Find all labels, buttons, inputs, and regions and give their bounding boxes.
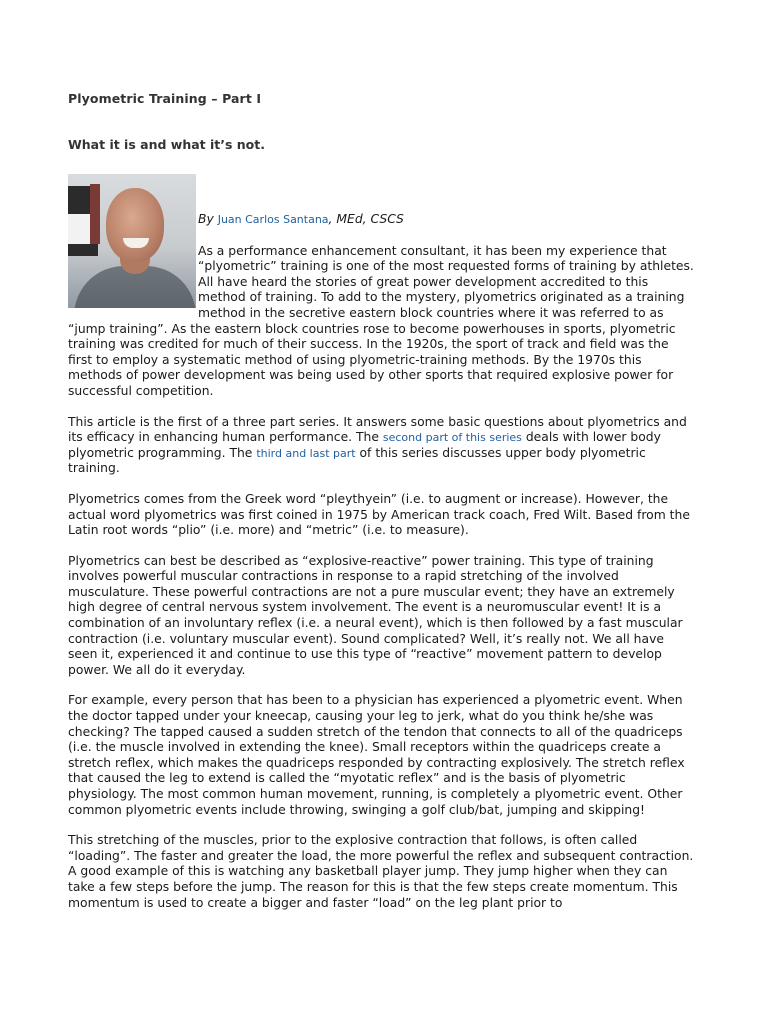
article-body bbox=[68, 174, 694, 926]
paragraph-5: For example, every person that has been to a physician has experienced a plyometric event. When the doctor tapped under your kneecap, causing your leg to jerk, what do you think he/she was checking? The tapped caused a sudden stretch of the tendon that connects to all of the quadriceps (i.e. the muscle involved in extending the knee). Small receptors within the quadriceps create a stretch reflex, which makes the quadriceps responded by contracting explosively. The stretch reflex that caused the leg to extend is called the “myotatic reflex” and is the basis of plyometric physiology. The most common human movement, running, is completely a plyometric event. Other common plyometric events include throwing, swinging a golf club/bat, jumping and skipping! bbox=[68, 693, 685, 817]
second-part-link[interactable]: second part of this series bbox=[382, 431, 522, 445]
paragraph-3: Plyometrics comes from the Greek word “pleythyein” (i.e. to augment or increase). However, the actual word plyometrics was first coined in 1975 by American track coach, Fred Wilt. Based from the Latin root words “plio” (i.e. more) and “metric” (i.e. to measure). bbox=[68, 491, 690, 538]
third-part-link[interactable]: third and last part bbox=[256, 446, 356, 460]
paragraph-2-text-c: of this series discusses upper body plyometric training. bbox=[68, 445, 646, 476]
article-subtitle: What it is and what it’s not. bbox=[68, 137, 265, 152]
paragraph-2 bbox=[68, 415, 694, 477]
article-title: Plyometric Training – Part I bbox=[68, 91, 262, 106]
author-photo bbox=[68, 174, 196, 308]
paragraph-1: As a performance enhancement consultant, it has been my experience that “plyometric” training is one of the most requested forms of training by athletes. All have heard the stories of great power development accredited to this method of training. To add to the mystery, plyometrics originated as a training method in the secretive eastern block countries where it was referred to as “jump training”. As the eastern block countries rose to become powerhouses in sports, plyometric training was credited for much of their success. In the 1920s, the sport of track and field was the first to employ a systematic method of using plyometric-training methods. By the 1970s this methods of power development was being used by other sports that required explosive power for successful competition. bbox=[68, 243, 694, 398]
paragraph-2-text-a: This article is the first of a three part series. It answers some basic questions about plyometrics and its efficacy in enhancing human performance. The bbox=[68, 414, 687, 445]
byline-prefix: By bbox=[198, 212, 218, 226]
paragraph-4: Plyometrics can best be described as “explosive-reactive” power training. This type of training involves powerful muscular contractions in response to a rapid stretching of the involved musculature. These powerful contractions are not a pure muscular event; they have an extremely high degree of central nervous system involvement. The event is a neuromuscular event! It is a combination of an involuntary reflex (i.e. a neural event), which is then followed by a fast muscular contraction (i.e. voluntary muscular event). Sound complicated? Well, it’s really not. We all have seen it, experienced it and continue to use this type of “reactive” movement pattern to develop power. We all do it everyday. bbox=[68, 553, 683, 677]
byline-suffix: , MEd, CSCS bbox=[328, 212, 404, 226]
paragraph-6: This stretching of the muscles, prior to the explosive contraction that follows, is often called “loading”. The faster and greater the load, the more powerful the reflex and subsequent contraction. A good example of this is watching any basketball player jump. They jump higher when they can take a few steps before the jump. The reason for this is that the few steps create momentum. This momentum is used to create a bigger and faster “load” on the leg plant prior to bbox=[68, 833, 694, 910]
author-link[interactable]: Juan Carlos Santana bbox=[217, 213, 329, 226]
paragraph-2-text-b: deals with lower body plyometric programming. The bbox=[68, 430, 661, 460]
